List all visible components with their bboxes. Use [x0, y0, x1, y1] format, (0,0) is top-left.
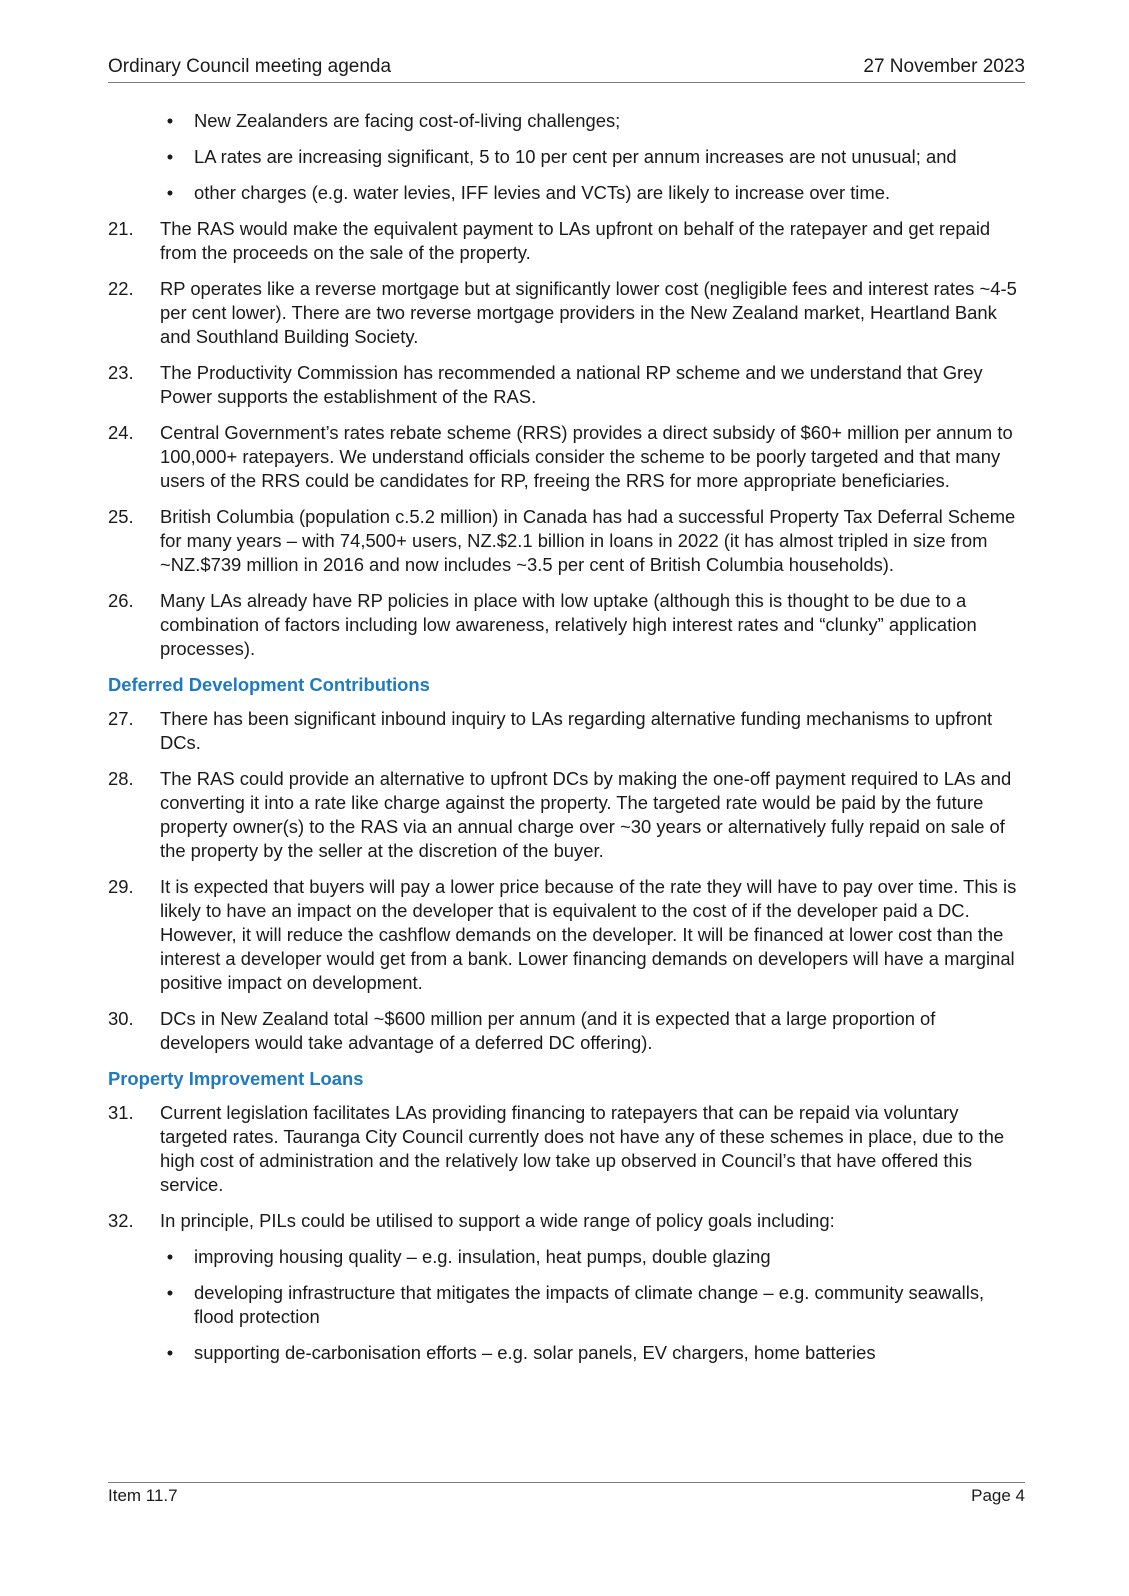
bullet-text: developing infrastructure that mitigates the impacts of climate change – e.g. community seawalls, flood protection	[194, 1282, 985, 1327]
paragraph-number: 25.	[108, 506, 134, 527]
paragraph-number: 30.	[108, 1008, 134, 1029]
bullet-text: New Zealanders are facing cost-of-living challenges;	[194, 110, 621, 131]
paragraph-number: 32.	[108, 1210, 134, 1231]
page-content	[108, 109, 1025, 1377]
section-heading-property-improvement-loans: Property Improvement Loans	[108, 1068, 364, 1089]
paragraph-number: 31.	[108, 1102, 134, 1123]
bullet-dot: •	[166, 182, 174, 203]
page-header	[108, 56, 1025, 78]
bullet-dot: •	[166, 1246, 174, 1267]
bullet-dot: •	[166, 110, 174, 131]
numbered-paragraph	[108, 277, 1025, 349]
paragraph-number: 27.	[108, 708, 134, 729]
numbered-paragraph	[108, 589, 1025, 661]
header-date: 27 November 2023	[863, 56, 1025, 77]
paragraph-text: The RAS would make the equivalent payment to LAs upfront on behalf of the ratepayer and get repaid from the proceeds on the sale of the property.	[160, 218, 991, 263]
numbered-paragraph	[108, 707, 1025, 755]
paragraph-number: 28.	[108, 768, 134, 789]
paragraph-text: Current legislation facilitates LAs providing financing to ratepayers that can be repaid via voluntary targeted rates. Tauranga City Council currently does not have any of these schemes in place, due to the high cost of administration and the relatively low take up observed in Council’s that have offered this service.	[160, 1102, 1005, 1195]
paragraph-text: DCs in New Zealand total ~$600 million per annum (and it is expected that a large proportion of developers would take advantage of a deferred DC offering).	[160, 1008, 936, 1053]
header-title: Ordinary Council meeting agenda	[108, 56, 392, 77]
numbered-paragraph	[108, 1209, 1025, 1233]
paragraph-text: Central Government’s rates rebate scheme (RRS) provides a direct subsidy of $60+ million per annum to 100,000+ ratepayers. We understand officials consider the scheme to be poorly targeted and that many users of the RRS could be candidates for RP, freeing the RRS for more appropriate beneficiaries.	[160, 422, 1013, 491]
bullet-text: supporting de-carbonisation efforts – e.g. solar panels, EV chargers, home batteries	[194, 1342, 876, 1363]
paragraph-text: In principle, PILs could be utilised to support a wide range of policy goals including:	[160, 1210, 835, 1231]
list-item	[108, 181, 1025, 205]
numbered-paragraph	[108, 767, 1025, 863]
paragraph-text: RP operates like a reverse mortgage but at significantly lower cost (negligible fees and interest rates ~4-5 per cent lower). There are two reverse mortgage providers in the New Zealand market, Heartland Bank and Southland Building Society.	[160, 278, 1017, 347]
bullet-dot: •	[166, 1342, 174, 1363]
paragraph-number: 24.	[108, 422, 134, 443]
paragraph-number: 21.	[108, 218, 134, 239]
footer-page-number: Page 4	[971, 1486, 1025, 1505]
paragraph-text: It is expected that buyers will pay a lower price because of the rate they will have to pay over time. This is likely to have an impact on the developer that is equivalent to the cost of if the developer paid a DC. However, it will reduce the cashflow demands on the developer. It will be financed at lower cost than the interest a developer would get from a bank. Lower financing demands on developers will have a marginal positive impact on development.	[160, 876, 1017, 993]
paragraph-text: The RAS could provide an alternative to upfront DCs by making the one-off payment required to LAs and converting it into a rate like charge against the property. The targeted rate would be paid by the future property owner(s) to the RAS via an annual charge over ~30 years or alternatively fully repaid on sale of the property by the seller at the discretion of the buyer.	[160, 768, 1012, 861]
footer-item-number: Item 11.7	[108, 1486, 178, 1505]
bullet-dot: •	[166, 146, 174, 167]
paragraph-number: 29.	[108, 876, 134, 897]
list-item	[108, 1245, 1025, 1269]
bullet-text: other charges (e.g. water levies, IFF levies and VCTs) are likely to increase over time.	[194, 182, 891, 203]
header-divider	[108, 82, 1025, 83]
numbered-paragraph	[108, 505, 1025, 577]
bullet-dot: •	[166, 1282, 174, 1303]
page-footer	[108, 1486, 1025, 1506]
paragraph-number: 23.	[108, 362, 134, 383]
list-item	[108, 109, 1025, 133]
numbered-paragraph	[108, 421, 1025, 493]
paragraph-text: British Columbia (population c.5.2 million) in Canada has had a successful Property Tax Deferral Scheme for many years – with 74,500+ users, NZ.$2.1 billion in loans in 2022 (it has almost tripled in size from ~NZ.$739 million in 2016 and now includes ~3.5 per cent of British Columbia households).	[160, 506, 1016, 575]
section-heading-deferred-dcs: Deferred Development Contributions	[108, 674, 430, 695]
bullet-text: improving housing quality – e.g. insulation, heat pumps, double glazing	[194, 1246, 771, 1267]
paragraph-text: There has been significant inbound inquiry to LAs regarding alternative funding mechanisms to upfront DCs.	[160, 708, 993, 753]
paragraph-text: Many LAs already have RP policies in place with low uptake (although this is thought to be due to a combination of factors including low awareness, relatively high interest rates and “clunky” application processes).	[160, 590, 977, 659]
paragraph-number: 22.	[108, 278, 134, 299]
numbered-paragraph	[108, 217, 1025, 265]
list-item	[108, 1341, 1025, 1365]
list-item	[108, 145, 1025, 169]
paragraph-number: 26.	[108, 590, 134, 611]
footer-divider	[108, 1482, 1025, 1483]
list-item	[108, 1281, 1025, 1329]
numbered-paragraph	[108, 361, 1025, 409]
numbered-paragraph	[108, 1101, 1025, 1197]
numbered-paragraph	[108, 875, 1025, 995]
bullet-text: LA rates are increasing significant, 5 to 10 per cent per annum increases are not unusual; and	[194, 146, 957, 167]
numbered-paragraph	[108, 1007, 1025, 1055]
paragraph-text: The Productivity Commission has recommended a national RP scheme and we understand that Grey Power supports the establishment of the RAS.	[160, 362, 983, 407]
